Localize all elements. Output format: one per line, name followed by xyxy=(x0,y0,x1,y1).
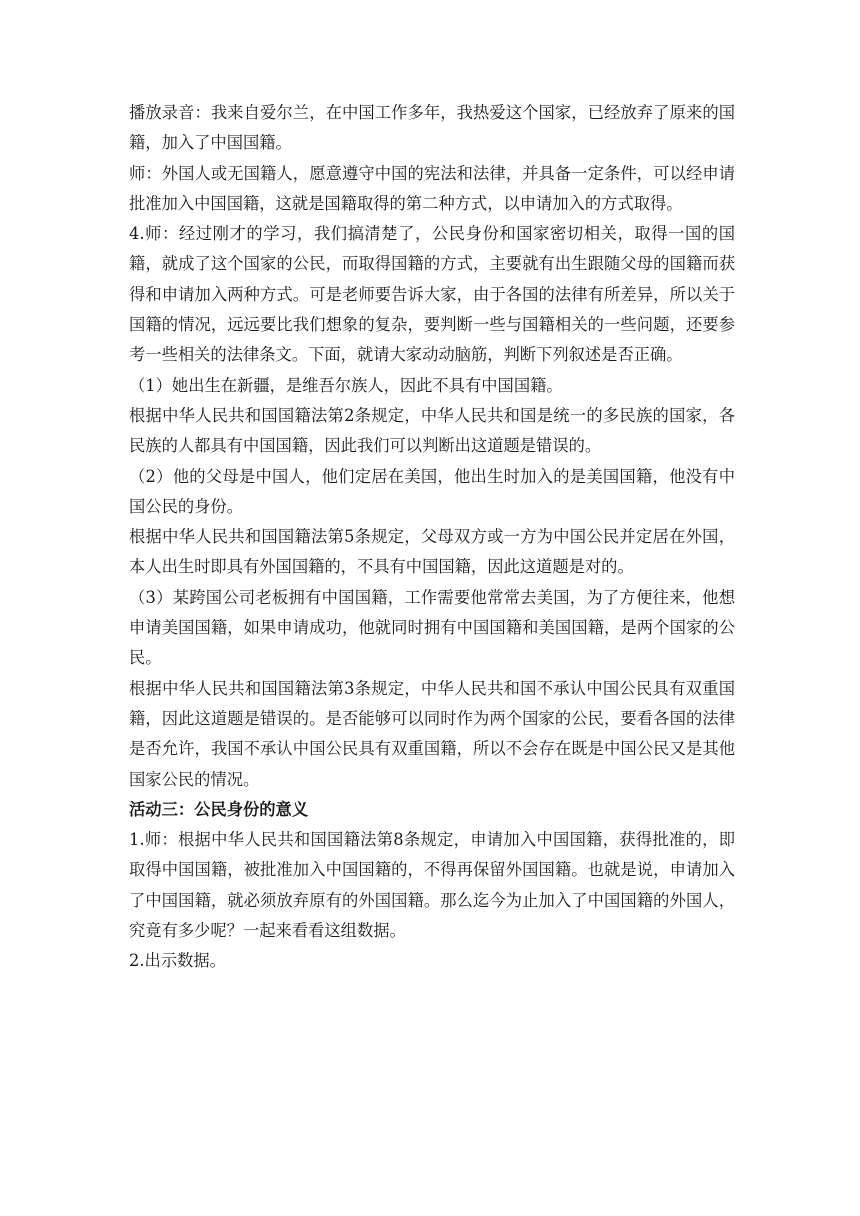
section-heading: 活动三：公民身份的意义 xyxy=(129,799,309,819)
question-2: （2）他的父母是中国人，他们定居在美国，他出生时加入的是美国国籍，他没有中国公民的身份。 xyxy=(129,466,735,516)
question-3: （3）某跨国公司老板拥有中国国籍，工作需要他常常去美国，为了方便往来，他想申请美国国籍，如果申请成功，他就同时拥有中国国籍和美国国籍，是两个国家的公民。 xyxy=(129,587,735,668)
paragraph-nationality-law-article-8: 1.师：根据中华人民共和国国籍法第8条规定，申请加入中国国籍，获得批准的，即取得中国国籍，被批准加入中国国籍的，不得再保留外国国籍。也就是说，申请加入了中国国籍，就必须放弃原有的外国国籍。那么迄今为止加入了中国国籍的外国人，究竟有多少呢？一起来看看这组数据。 xyxy=(129,830,735,941)
answer-3: 根据中华人民共和国国籍法第3条规定，中华人民共和国不承认中国公民具有双重国籍，因此这道题是错误的。是否能够可以同时作为两个国家的公民，要看各国的法律是否允许，我国不承认中国公民具有双重国籍，所以不会存在既是中国公民又是其他国家公民的情况。 xyxy=(129,678,735,789)
paragraph-teacher-summary: 4.师：经过刚才的学习，我们搞清楚了，公民身份和国家密切相关，取得一国的国籍，就成了这个国家的公民，而取得国籍的方式，主要就有出生跟随父母的国籍而获得和申请加入两种方式。可是老师要告诉大家，由于各国的法律有所差异，所以关于国籍的情况，远远要比我们想象的复杂，要判断一些与国籍相关的一些问题，还要参考一些相关的法律条文。下面，就请大家动动脑筋，判断下列叙述是否正确。 xyxy=(129,224,735,365)
paragraph-teacher-application: 师：外国人或无国籍人，愿意遵守中国的宪法和法律，并具备一定条件，可以经申请批准加入中国国籍，这就是国籍取得的第二种方式，以申请加入的方式取得。 xyxy=(129,163,735,213)
answer-1: 根据中华人民共和国国籍法第2条规定，中华人民共和国是统一的多民族的国家，各民族的人都具有中国国籍，因此我们可以判断出这道题是错误的。 xyxy=(129,405,735,456)
answer-2: 根据中华人民共和国国籍法第5条规定，父母双方或一方为中国公民并定居在外国，本人出生时即具有外国国籍的，不具有中国国籍，因此这道题是对的。 xyxy=(129,527,735,577)
paragraph-recording: 播放录音：我来自爱尔兰，在中国工作多年，我热爱这个国家，已经放弃了原来的国籍，加入了中国国籍。 xyxy=(129,103,735,153)
document-page xyxy=(129,98,735,977)
question-1: （1）她出生在新疆，是维吾尔族人，因此不具有中国国籍。 xyxy=(129,375,563,395)
paragraph-show-data: 2.出示数据。 xyxy=(129,951,226,971)
